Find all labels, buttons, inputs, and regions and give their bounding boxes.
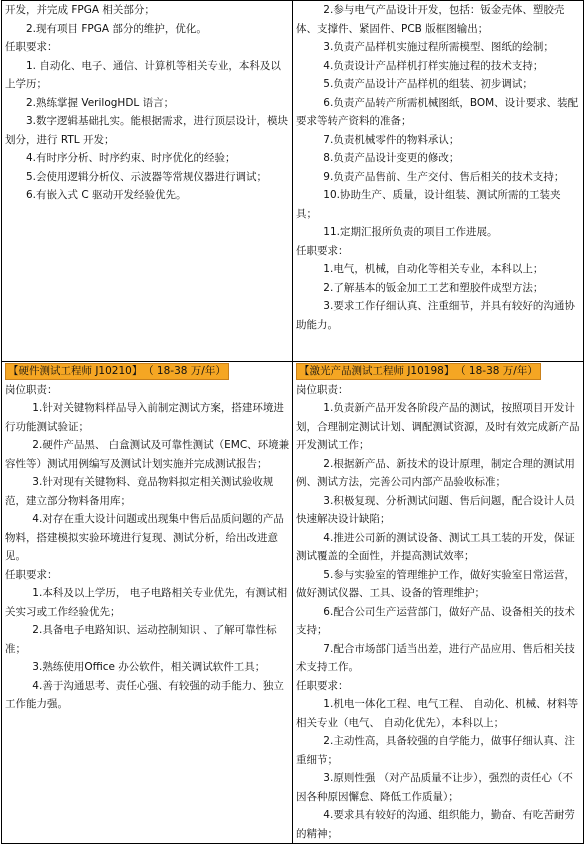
requirement-item: 1.机电一体化工程、电气工程、 自动化、机械、材料等相关专业（电气、 自动化优先），本科以上； — [296, 698, 579, 729]
requirement-item: 3.熟练使用Office 办公软件，相关调试软件工具； — [32, 661, 266, 673]
cell-right-top — [293, 1, 584, 362]
duty-item: 6.配合公司生产运营部门，做好产品、设备相关的技术支持； — [296, 605, 575, 636]
duty-item: 1.针对关键物料样品导入前制定测试方案，搭建环境进行功能测试验证； — [5, 402, 284, 433]
text-line: 2.现有项目 FPGA 部分的维护，优化。 — [26, 22, 207, 35]
duty-item: 9.负责产品售前、生产交付、售后相关的技术支持； — [323, 170, 565, 183]
requirement-item: 2.具备电子电路知识、运动控制知识 、了解可靠性标准； — [5, 624, 277, 655]
job-table — [1, 0, 584, 844]
section-heading: 任职要求： — [296, 679, 349, 692]
duty-item: 3.针对现有关键物料、竟品物料拟定相关测试验收规范，建立部分物料备用库； — [5, 476, 274, 507]
duty-item: 4.负责设计产品样机打样实施过程的技术支持； — [323, 59, 544, 72]
cell-left-top — [2, 1, 293, 362]
requirement-item: 1. 自动化、电子、通信、计算机等相关专业，本科及以上学历； — [5, 59, 281, 90]
requirement-item: 3.数字逻辑基础扎实。能根据需求，进行顶层设计，模块划分，进行 RTL 开发； — [5, 115, 289, 146]
requirement-item: 2.熟练掌握 VerilogHDL 语言； — [26, 96, 175, 109]
requirement-item: 2.主动性高，具备较强的自学能力，做事仔细认真、注重细节； — [296, 735, 575, 766]
requirement-item: 3.要求工作仔细认真、注重细节，并具有较好的沟通协助能力。 — [296, 300, 575, 331]
job-title-row — [5, 362, 290, 381]
duty-item: 4.推进公司新的测试设备、测试工具工装的开发，保证测试覆盖的全面性，并提高测试效率； — [296, 531, 575, 562]
section-heading: 任职要求： — [5, 568, 58, 581]
job-title: 【激光产品测试工程师 J10198】 — [299, 365, 455, 377]
job-title-highlight — [5, 363, 229, 380]
salary-range: （ 18-38 万/年） — [460, 365, 538, 377]
job-title-row — [296, 362, 581, 381]
duty-item: 8.负责产品设计变更的修改； — [323, 152, 460, 164]
duty-item: 5.参与实验室的管理维护工作，做好实验室日常运营，做好测试仪器、工具、设备的管理维护； — [296, 568, 575, 599]
duty-item: 10.协助生产、质量，设计组装、测试所需的工装夹具； — [296, 189, 561, 220]
section-heading: 岗位职责： — [5, 383, 58, 396]
section-heading: 任职要求： — [5, 41, 58, 53]
duty-item: 4.对存在重大设计问题或出现集中售后品质问题的产品物料，搭建模拟实验环境进行复现、测试分析，给出改进意见。 — [5, 513, 284, 562]
duty-item: 6.负责产品转产所需机械图纸，BOM、设计要求、装配要求等转产资料的准备； — [296, 96, 579, 127]
requirement-item: 6.有嵌入式 C 驱动开发经验优先。 — [26, 189, 187, 201]
salary-range: （ 18-38 万/年） — [148, 365, 226, 377]
cell-right-bottom — [293, 362, 584, 844]
requirement-item: 1.本科及以上学历， 电子电路相关专业优先，有测试相关实习或工作经验优先； — [5, 587, 288, 618]
requirement-item: 4.善于沟通思考、责任心强、有较强的动手能力、独立工作能力强。 — [5, 679, 284, 710]
cell-left-bottom — [2, 362, 293, 844]
job-title-highlight — [296, 363, 541, 380]
requirement-item: 4.要求具有较好的沟通、组织能力，勤奋、有吃苦耐劳的精神； — [296, 809, 575, 840]
requirement-item: 3.原则性强 （对产品质量不让步），强烈的责任心（不因各种原因懈怠、降低工作质量）； — [296, 772, 573, 803]
duty-item: 11.定期汇报所负责的项目工作进展。 — [323, 226, 498, 238]
requirement-item: 1.电气，机械，自动化等相关专业，本科以上； — [323, 263, 544, 275]
duty-item: 2.根据新产品、新技术的设计原理，制定合理的测试用例、测试方法，完善公司内部产品验收标准； — [296, 457, 575, 488]
duty-item: 7.配合市场部门适当出差，进行产品应用、售后相关技术支持工作。 — [296, 642, 575, 673]
duty-item: 2.硬件产品黑、 白盒测试及可靠性测试（EMC、环境兼容性等）测试用例编写及测试计划实施并完成测试报告； — [5, 439, 290, 470]
section-heading: 岗位职责： — [296, 383, 349, 396]
duty-item: 7.负责机械零件的物料承认； — [323, 133, 460, 146]
duty-item: 2.参与电气产品设计开发，包括：钣金壳体、塑胶壳体、支撑件、紧固件、PCB 版框图输出； — [296, 4, 565, 35]
duty-item: 1.负责新产品开发各阶段产品的测试，按照项目开发计划，合理制定测试计划、调配测试资源，及时有效完成新产品开发测试工作； — [296, 402, 580, 451]
section-heading: 任职要求： — [296, 244, 349, 257]
job-title: 【硬件测试工程师 J10210】 — [8, 365, 143, 377]
requirement-item: 2.了解基本的钣金加工工艺和塑胶件成型方法； — [323, 281, 544, 294]
requirement-item: 5.会使用逻辑分析仪、示波器等常规仪器进行调试； — [26, 170, 268, 183]
duty-item: 3.负责产品样机实施过程所需模型、图纸的绘制； — [323, 41, 554, 53]
requirement-item: 4.有时序分析、时序约束、时序优化的经验； — [26, 152, 236, 164]
duty-item: 3.积极复现、分析测试问题、售后问题，配合设计人员快速解决设计缺陷； — [296, 494, 575, 525]
duty-item: 5.负责产品设计产品样机的组装、初步调试； — [323, 78, 533, 90]
text-line: 开发，并完成 FPGA 相关部分； — [5, 4, 155, 16]
